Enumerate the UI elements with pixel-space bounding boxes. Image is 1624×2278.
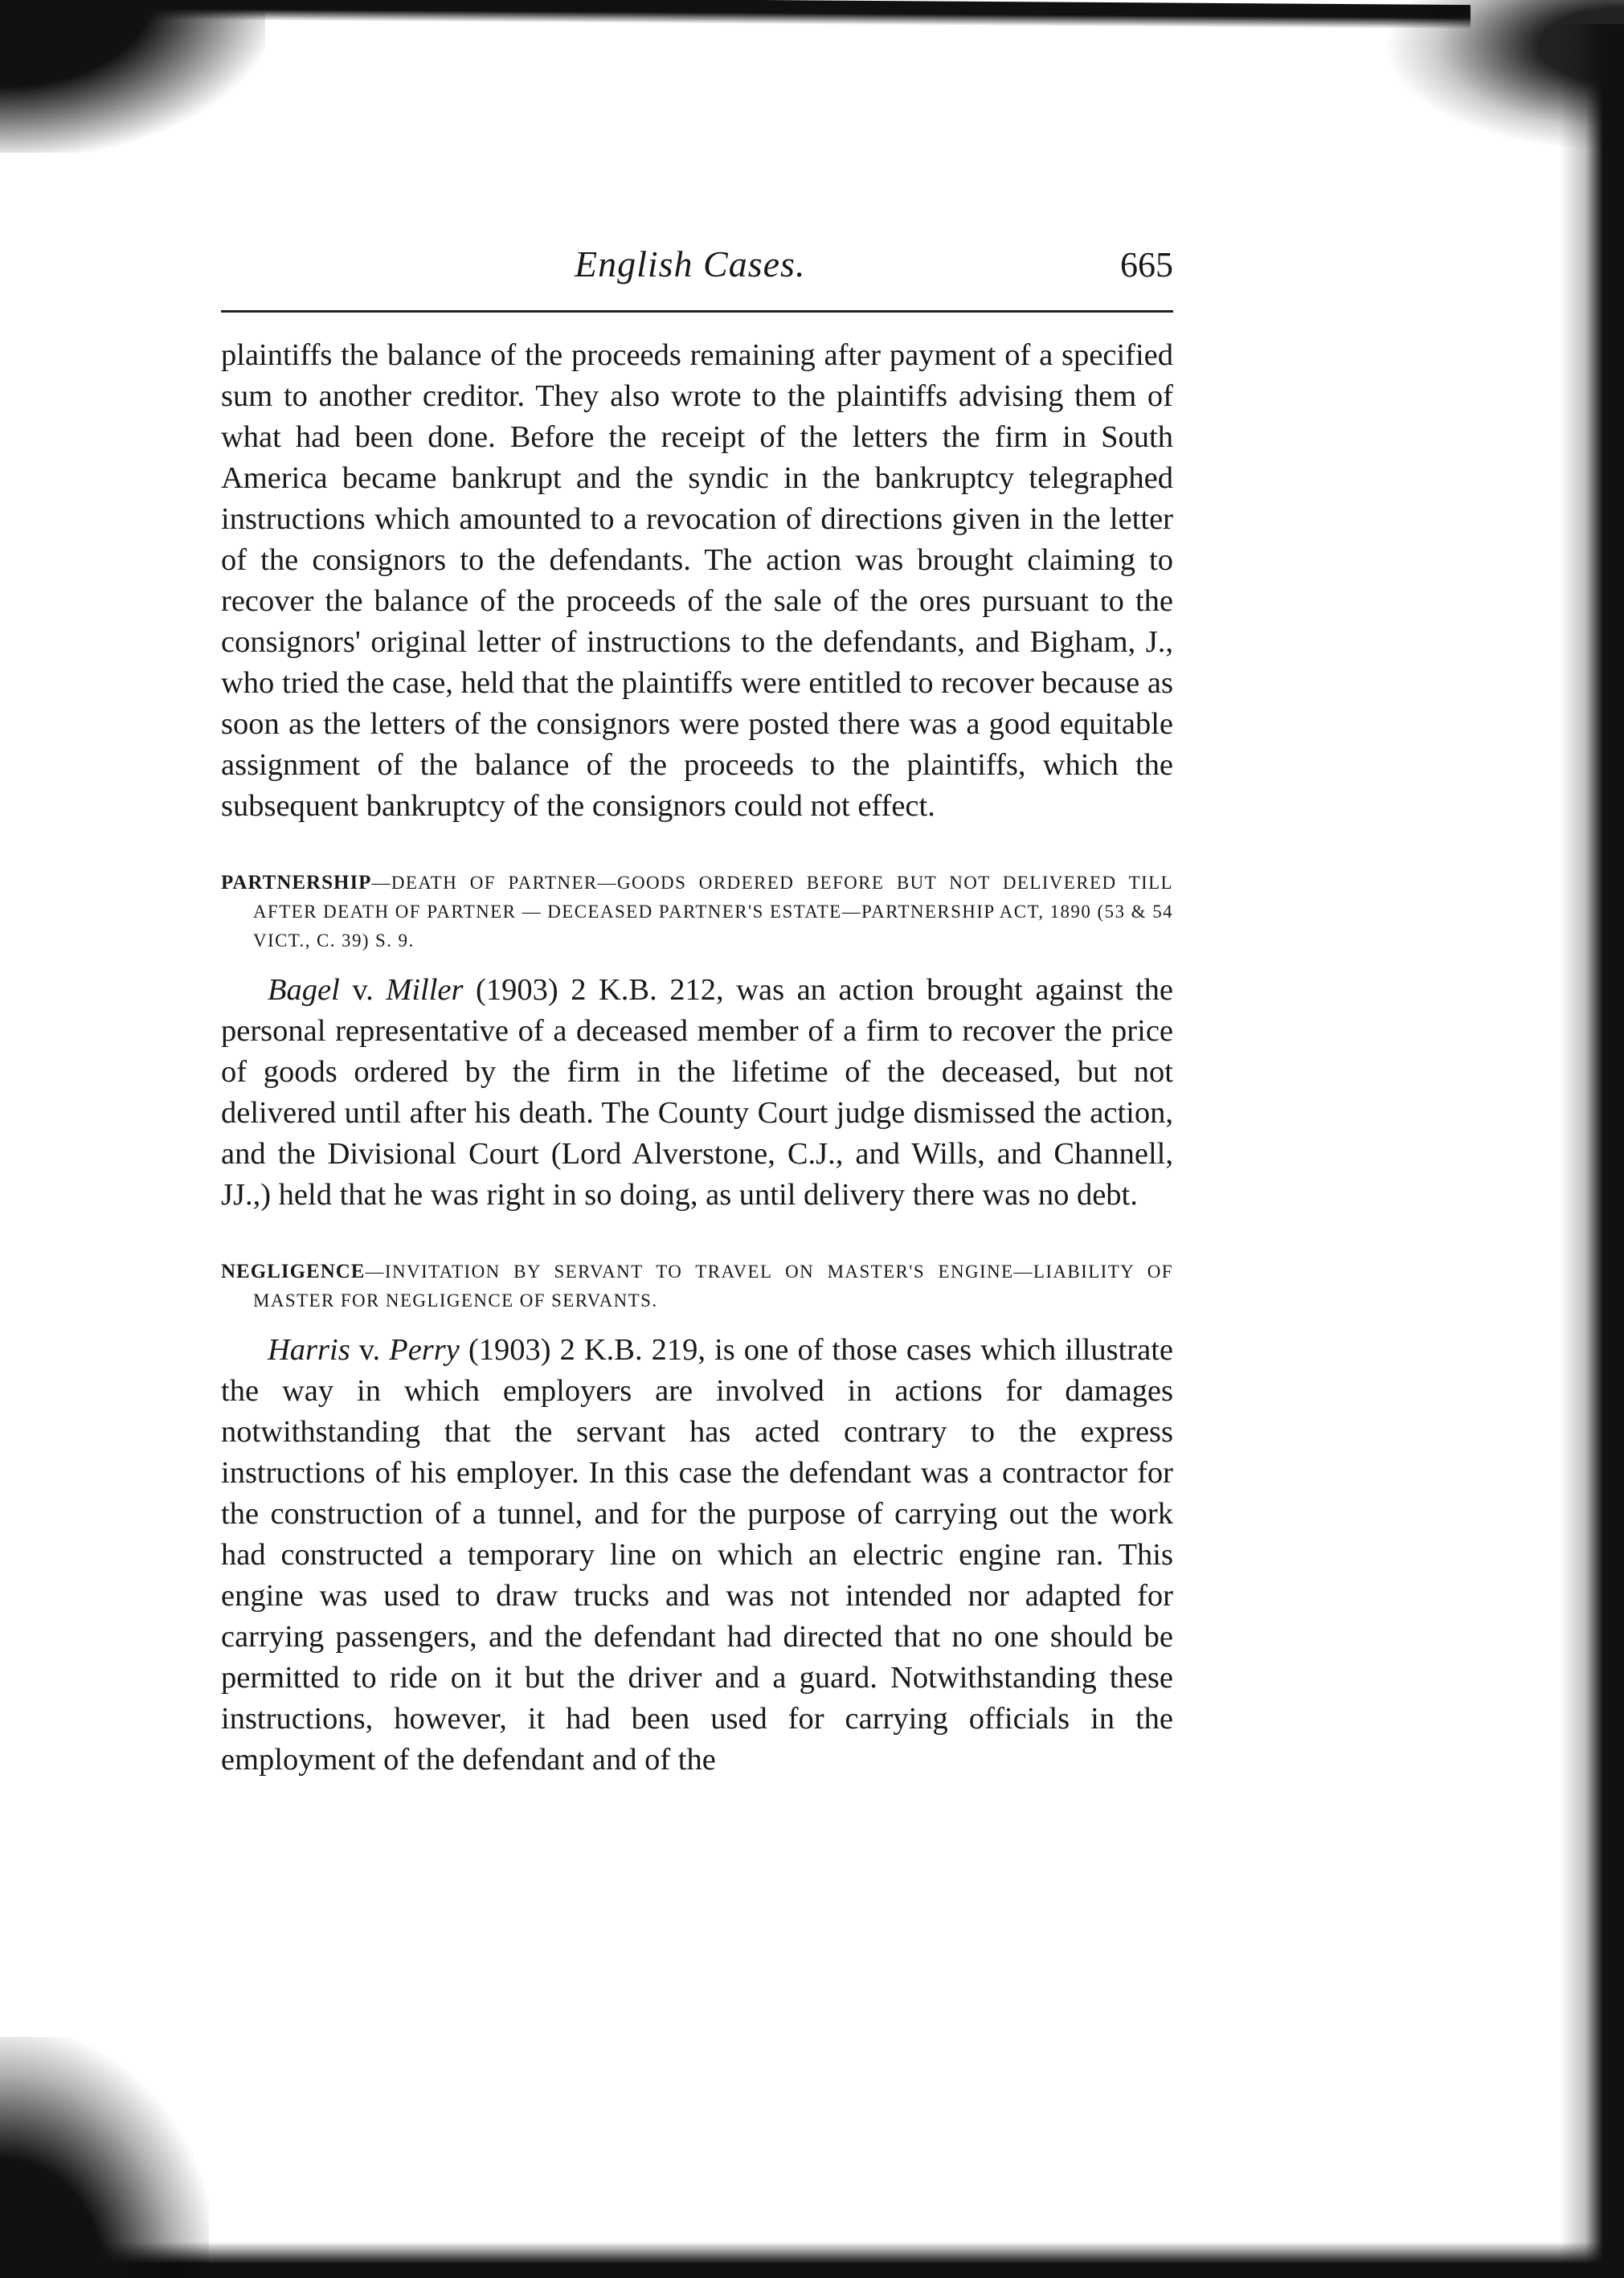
scan-shadow-right [1560,24,1624,2274]
section-partnership [221,869,1173,1216]
headnote [221,869,1173,955]
book-page [221,241,1173,1781]
headnote-text: —DEATH OF PARTNER—GOODS ORDERED BEFORE BUT NOT DELIVERED TILL AFTER DEATH OF PARTNER — DECEASED PARTNER'S ESTATE—PARTNERSHIP ACT, 1890 (53 & 54 VICT., C. 39) S. 9. [253,873,1173,951]
headnote-text: —INVITATION BY SERVANT TO TRAVEL ON MASTER'S ENGINE—LIABILITY OF MASTER FOR NEGLIGENCE OF SERVANTS. [253,1262,1173,1311]
running-title: English Cases. [575,243,806,284]
case-defendant: Miller [386,973,464,1007]
headnote-lead: PARTNERSHIP [221,872,372,894]
headnote-lead: NEGLIGENCE [221,1261,366,1282]
case-plaintiff: Harris [268,1333,350,1367]
case-text: (1903) 2 K.B. 219, is one of those cases which illustrate the way in which employers are involved in actions for damages notwithstanding that the servant has acted contrary to the express instructions of his employer. In this case the defendant was a contractor for the construction of a tunnel, and for the purpose of carrying out the work had constructed a temporary line on which an electric engine ran. This engine was used to draw trucks and was not intended nor adapted for carrying passengers, and the defendant had directed that no one should be permitted to ride on it but the driver and a guard. Notwithstanding these instructions, however, it had been used for carrying officials in the employment of the defendant and of the [221,1333,1173,1777]
page-number: 665 [1120,245,1173,284]
scan-shadow-top [56,0,1471,29]
scan-shadow-bottom [32,2242,1624,2278]
scan-shadow-bottom-left [0,2037,209,2278]
case-plaintiff: Bagel [268,973,340,1007]
case-text: (1903) 2 K.B. 212, was an action brought against the personal representative of a deceased member of a firm to recover the price of goods ordered by the firm in the lifetime of the deceased, but not delivered until after his death. The County Court judge dismissed the action, and the Divisional Court (Lord Alverstone, C.J., and Wills, and Channell, JJ.,) held that he was right in so doing, as until delivery there was no debt. [221,973,1173,1212]
section-negligence [221,1258,1173,1781]
page-header [221,241,1173,313]
case-versus: v. [350,1333,390,1367]
case-paragraph [221,1330,1173,1781]
case-defendant: Perry [389,1333,460,1367]
case-paragraph [221,970,1173,1216]
scan-shadow-top-left [0,0,265,153]
case-versus: v. [339,973,387,1007]
continued-paragraph: plaintiffs the balance of the proceeds remaining after payment of a specified sum to another creditor. They also wrote to the plaintiffs advising them of what had been done. Before the receipt of the letters the firm in South America became bankrupt and the syndic in the bankruptcy telegraphed instructions which amounted to a revocation of directions given in the letter of the consignors to the defendants. The action was brought claiming to recover the balance of the proceeds of the sale of the ores pursuant to the consignors' original letter of instructions to the defendants, and Bigham, J., who tried the case, held that the plaintiffs were entitled to recover because as soon as the letters of the consignors were posted there was a good equitable assignment of the balance of the proceeds to the plaintiffs, which the subsequent bankruptcy of the consignors could not effect. [221,338,1173,823]
headnote [221,1258,1173,1315]
